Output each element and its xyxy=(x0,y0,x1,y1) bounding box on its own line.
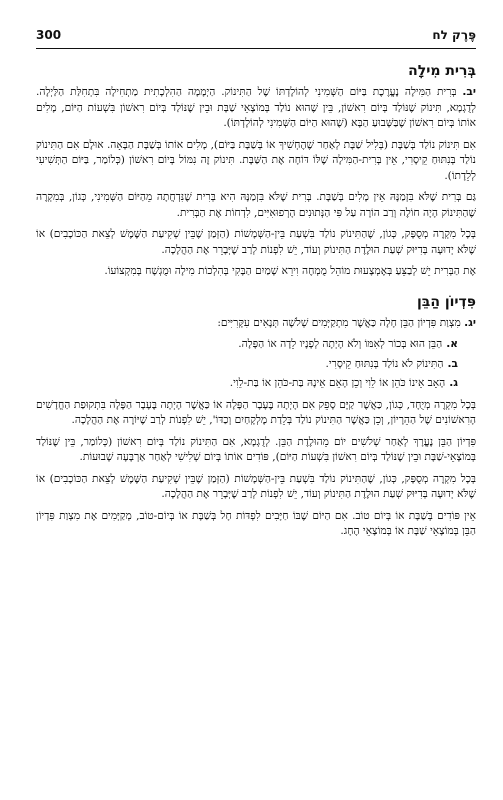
paragraph: גַּם בְּרִית שֶׁלֹּא בִּזְמַנָּהּ אֵין מָלִים בְּשַׁבָּת. בְּרִית שֶׁלֹּא בִּזְמַנָּהּ הִיא בְּרִית שֶׁנִּדְחֲתָה מֵהַיּוֹם הַשְּׁמִינִי, כְּגוֹן, בְּמִקְרֶה שֶׁהַתִּינוֹק הָיָה חוֹלֶה וְרַב הוֹרָה עַל פִּי הַנְּתוּנִים הָרְפוּאִיִּים, לִדְחוֹת אֶת הַבְּרִית. xyxy=(36,191,476,219)
paragraph: אֵין פּוֹדִים בְּשַׁבָּת אוֹ בְּיוֹם טוֹב. אִם הַיּוֹם שֶׁבּוֹ חַיָּבִים לִפְדּוֹת חָל בְּשַׁבָּת אוֹ בְּיוֹם-טוֹב, מְקַיְּמִים אֶת מִצְוַת פִּדְיוֹן הַבֵּן בְּמוֹצָאֵי שַׁבָּת אוֹ בְּמוֹצָאֵי הֶחָג. xyxy=(36,509,476,537)
list-item-text: הָאָב אֵינוֹ כֹּהֵן אוֹ לֵוִי וְכֵן הָאֵם אֵינָהּ בַּת-כֹּהֵן אוֹ בַּת-לֵוִי. xyxy=(229,377,446,389)
list-item-letter: א. xyxy=(446,338,458,350)
list-item-text: הַתִּינוֹק לֹא נוֹלַד בְּנִתּוּחַ קֵיסָרִי. xyxy=(325,357,444,370)
paragraph xyxy=(36,85,476,132)
book-page xyxy=(36,28,476,546)
header-rule xyxy=(36,48,476,49)
paragraph: פִּדְיוֹן הַבֵּן נֶעֱרָךְ לְאַחַר שְׁלֹשִׁים יוֹם מֵהוּלֶדֶת הַבֵּן. לְדֻגְמָא, אִם הַתִּינוֹק נוֹלַד בְּיוֹם רִאשׁוֹן (כְּלוֹמַר, בֵּין שֶׁנּוֹלַד בְּמוֹצָאֵי-שַׁבָּת וּבֵין שֶׁנּוֹלַד בְּיוֹם רִאשׁוֹן בִּשְׁעוֹת הַיּוֹם), פּוֹדִים אוֹתוֹ בְּיוֹם שְׁלִישִׁי לְאַחַר אַרְבָּעָה שָׁבוּעוֹת. xyxy=(36,435,476,463)
paragraph-text: מִצְוַת פִּדְיוֹן הַבֵּן חָלָה כַּאֲשֶׁר מִתְקַיְּמִים שְׁלֹשָׁה תְּנָאִים עִקָּרִיִּים: xyxy=(217,316,461,329)
section-heading-brit-mila: בְּרִית מִילָה xyxy=(408,63,476,79)
paragraph-marker: יג. xyxy=(464,316,476,329)
page-number: 300 xyxy=(36,28,62,42)
paragraph: אֶת הַבְּרִית יֵשׁ לְבַצֵּעַ בְּאֶמְצָעוּת מוֹהֵל מֻמְחֶה וִירֵא שָׁמַיִם הַבָּקִי בְּהִלְכוֹת מִילָה וּמֻגְשָׁח בְּמִקְצוֹעוֹ. xyxy=(104,265,476,277)
paragraph-text: בְּרִית הַמִּילָה נֶעֱרֶכֶת בַּיּוֹם הַשְּׁמִינִי לְהוֹלָדְתּוֹ שֶׁל הַתִּינוֹק. הַיְמָמָה הַהִלְכָתִית מַתְחִילָה בִּתְחִלַּת הַלַּיְלָה. לְדֻגְמָא, תִּינוֹק שֶׁנּוֹלַד בְּיוֹם רִאשׁוֹן, בֵּין שֶׁהוּא נוֹלַד בְּמוֹצָאֵי שַׁבָּת וּבֵין שֶׁנּוֹלַד בְּיוֹם רִאשׁוֹן בִּשְׁעוֹת הַיּוֹם, מָלִים אוֹתוֹ בְּיוֹם רִאשׁוֹן שֶׁבַּשָּׁבוּעַ הַבָּא (שֶׁהוּא הַיּוֹם הַשְּׁמִינִי לְהוֹלָדְתּוֹ). xyxy=(36,86,476,129)
list-item-letter: ב. xyxy=(447,357,458,370)
paragraph: בְּכָל מִקְרֶה מְיֻחָד, כְּגוֹן, כַּאֲשֶׁר קַיָּם סָפֵק אִם הָיְתָה בֶּעָבָר הַפָּלָה אוֹ כַּאֲשֶׁר הָיְתָה בֶּעָבָר הַפָּלָה בִּתְקוּפַת הַחֳדָשִׁים הָרִאשׁוֹנִים שֶׁל הַהֵרָיוֹן, וְכֵן כַּאֲשֶׁר הַתִּינוֹק נוֹלַד בְּלֵדַת מֶלְקָחַיִם וְכַדּוֹ', יֵשׁ לִפְנוֹת לְרַב שֶׁיּוֹרֶה אֶת הַהֲלָכָה. xyxy=(36,398,476,426)
list-item-letter: ג. xyxy=(449,377,458,389)
chapter-title: פֶּרֶק לח xyxy=(432,28,476,42)
paragraph-marker: יב. xyxy=(462,86,476,98)
list-item xyxy=(36,357,476,373)
paragraph: אִם תִּינוֹק נוֹלַד בְּשַׁבָּת (בְּלִיל שַׁבָּת לְאַחַר שֶׁהֶחְשִׁיךְ אוֹ בְּשַׁבָּת בַּיּוֹם), מָלִים אוֹתוֹ בְּשַׁבָּת הַבָּאָה. אוּלָם אִם הַתִּינוֹק נוֹלַד בְּנִתּוּחַ קֵיסָרִי, אֵין בְּרִית-הַמִּילָה שֶׁלּוֹ דּוֹחָה אֶת הַשַּׁבָּת. תִּינוֹק זֶה נִמּוֹל בְּיוֹם רִאשׁוֹן (כְּלוֹמַר, בַּיּוֹם הַתְּשִׁיעִי לְלֵדָתוֹ). xyxy=(36,138,476,182)
conditions-list xyxy=(36,337,476,392)
paragraph: בְּכָל מִקְרֶה מְסֻפָּק, כְּגוֹן, שֶׁהַתִּינוֹק נוֹלַד בִּשְׁעַת בֵּין-הַשְּׁמָשׁוֹת (הַזְּמַן שֶׁבֵּין שְׁקִיעַת הַשֶּׁמֶשׁ לְצֵאת הַכּוֹכָבִים) אוֹ שֶׁלֹּא יְדוּעָה בְּדִיּוּק שְׁעַת הוּלֶדֶת הַתִּינוֹק וְעוֹד, יֵשׁ לִפְנוֹת לְרַב שֶׁיְּבָרֵר אֶת הַהֲלָכָה. xyxy=(36,472,476,500)
running-head xyxy=(36,28,476,46)
list-item xyxy=(36,337,476,353)
list-item xyxy=(36,376,476,392)
paragraph: בְּכָל מִקְרֶה מְסֻפָּק, כְּגוֹן, שֶׁהַתִּינוֹק נוֹלַד בִּשְׁעַת בֵּין-הַשְּׁמָשׁוֹת (הַזְּמַן שֶׁבֵּין שְׁקִיעַת הַשֶּׁמֶשׁ לְצֵאת הַכּוֹכָבִים) אוֹ שֶׁלֹּא יְדוּעָה בְּדִיּוּק שְׁעַת הוּלֶדֶת הַתִּינוֹק וְעוֹד, יֵשׁ לִפְנוֹת לְרַב שֶׁיְּבָרֵר אֶת הַהֲלָכָה. xyxy=(36,228,476,256)
list-item-text: הַבֵּן הוּא בְּכוֹר לְאִמּוֹ וְלֹא הָיְתָה לְפָנָיו לֵדָה אוֹ הַפָּלָה. xyxy=(238,338,443,350)
section-heading-pidyon-haben: פִּדְיוֹן הַבֵּן xyxy=(416,293,476,310)
paragraph xyxy=(36,316,476,332)
